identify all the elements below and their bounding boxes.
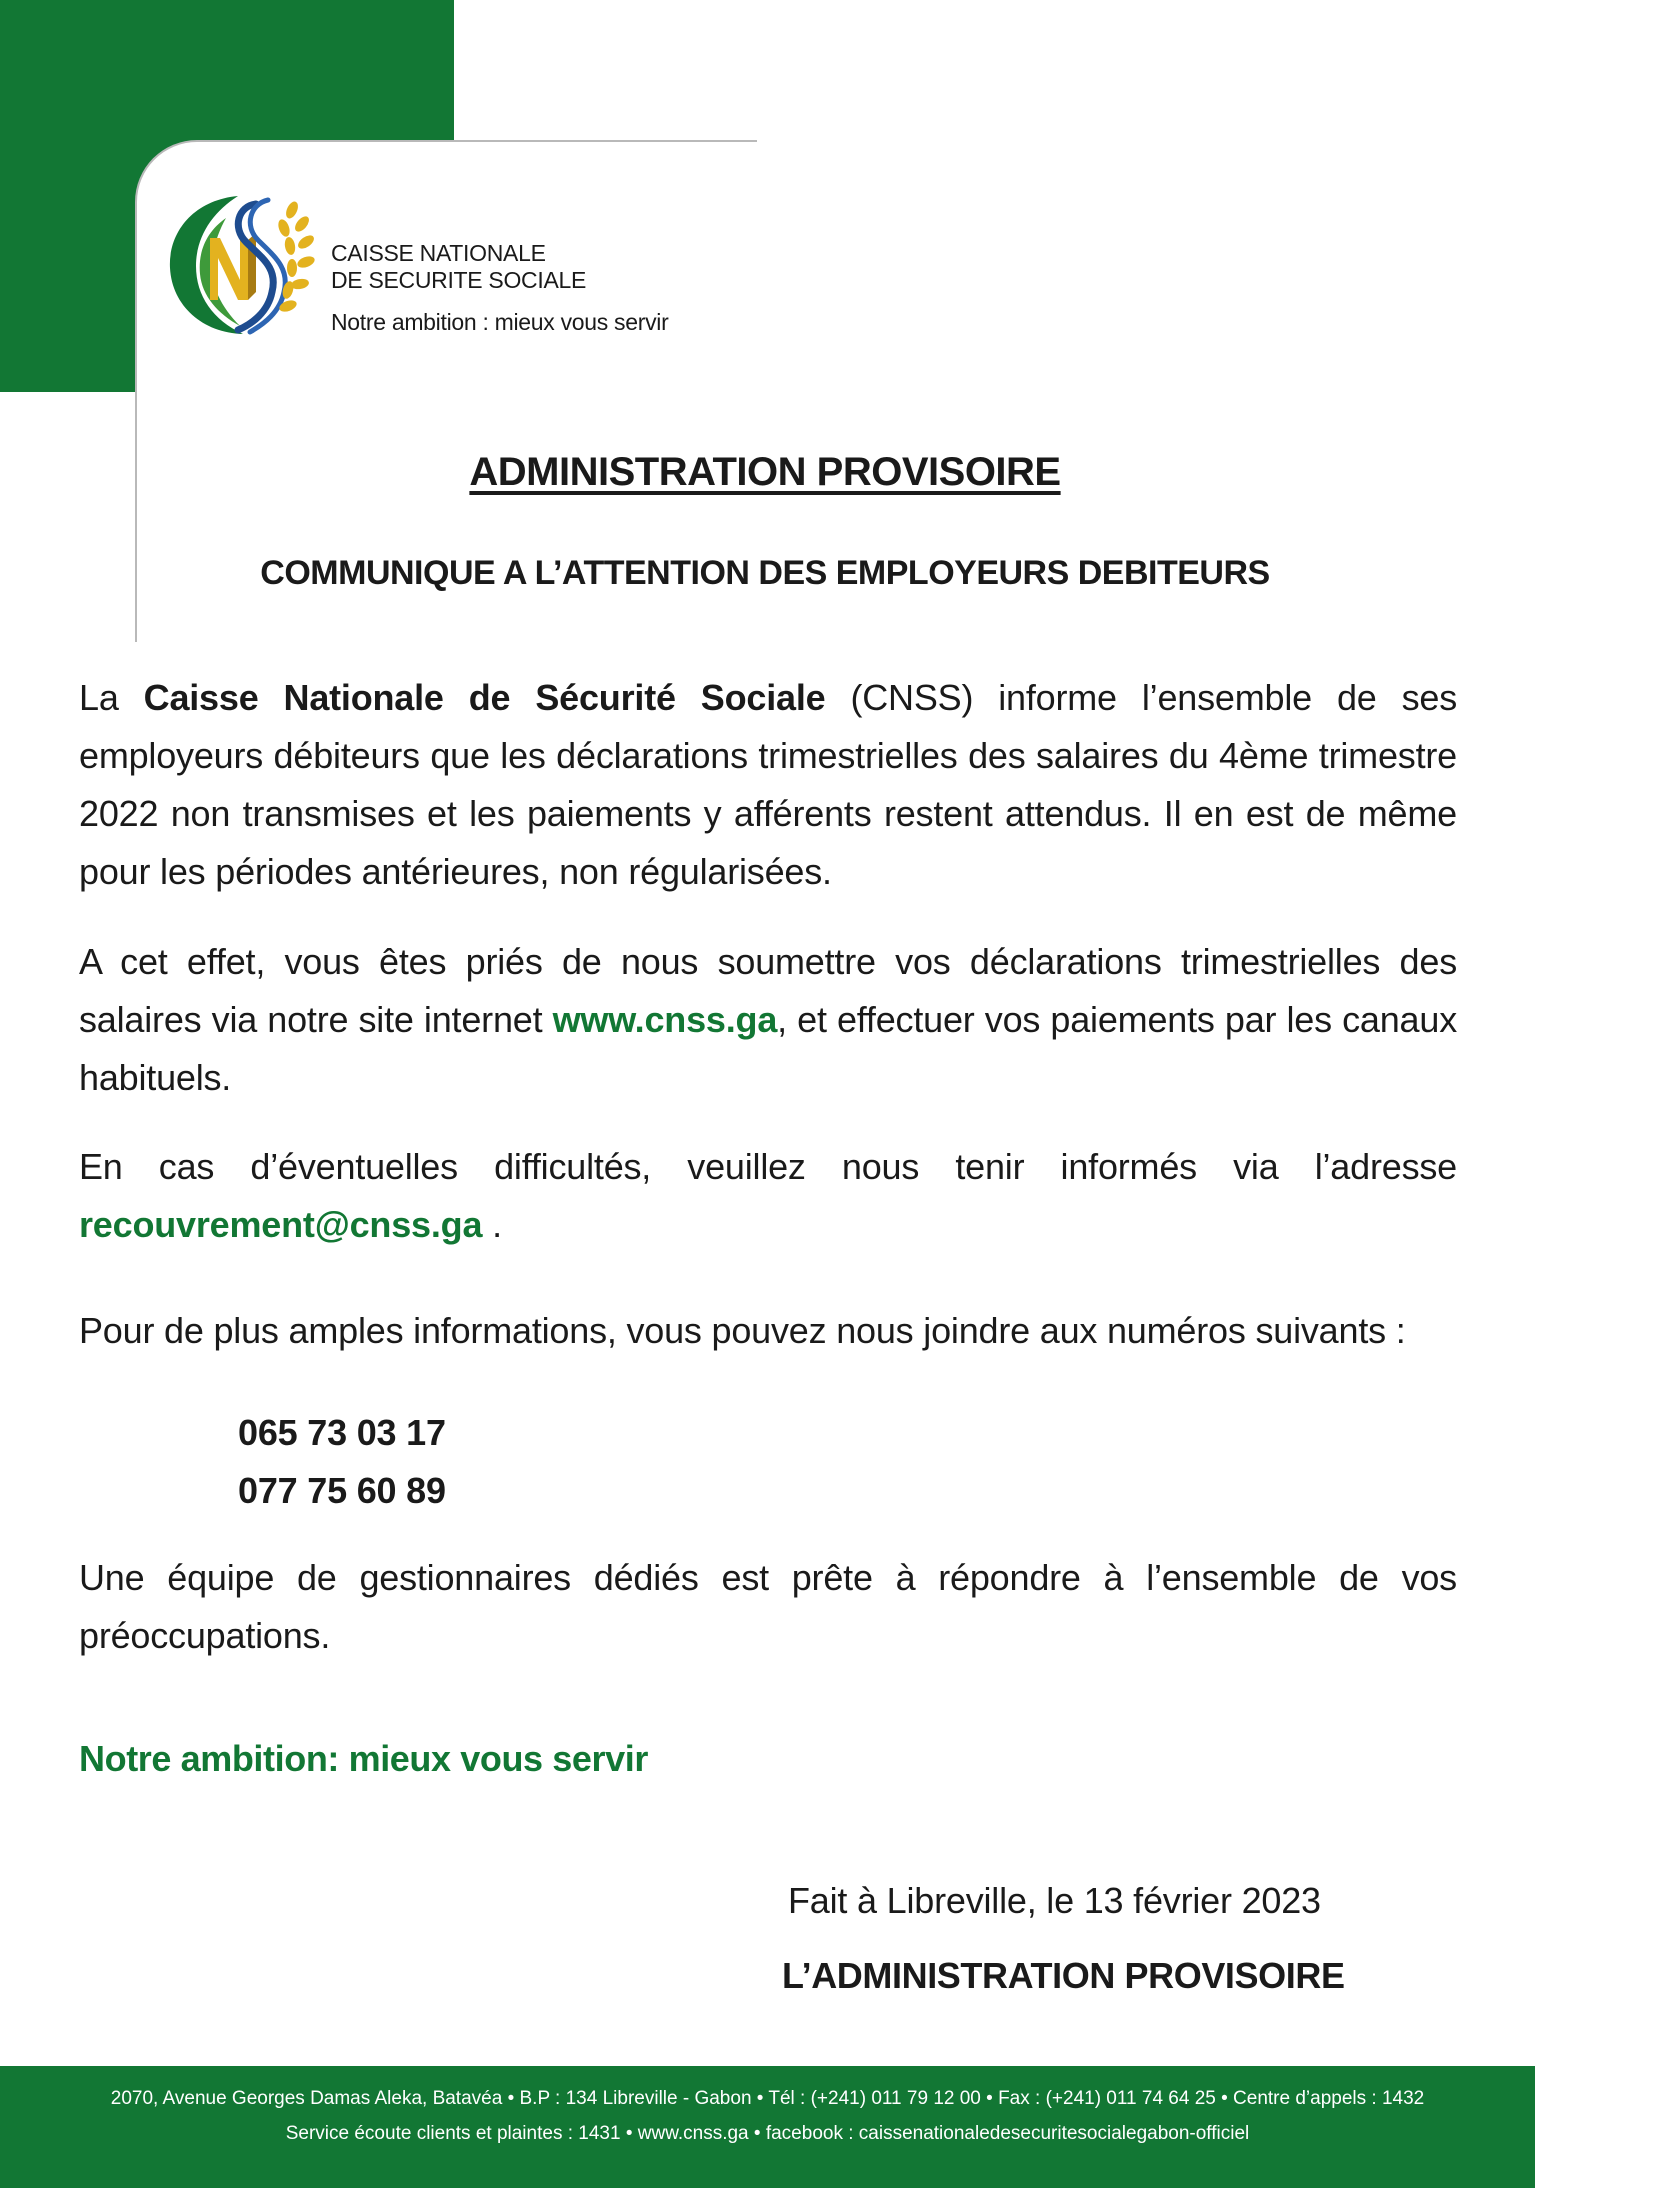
closing-slogan: Notre ambition: mieux vous servir	[79, 1738, 648, 1779]
header-tagline: Notre ambition : mieux vous servir	[331, 309, 669, 335]
paragraph-intro	[79, 669, 1457, 901]
paragraph-difficulties	[79, 1138, 1457, 1254]
document-title: ADMINISTRATION PROVISOIRE	[469, 450, 1061, 494]
cnss-logo-icon	[168, 188, 316, 338]
paragraph-contact: Pour de plus amples informations, vous pouvez nous joindre aux numéros suivants :	[79, 1310, 1406, 1351]
footer-contact-line: Service écoute clients et plaintes : 1431 • www.cnss.ga • facebook : caissenationaledesecuritesocialegabon-officiel	[285, 2123, 1250, 2144]
organization-name-line2: DE SECURITE SOCIALE	[331, 267, 587, 293]
organization-name	[331, 240, 586, 294]
website-link[interactable]: www.cnss.ga	[552, 999, 778, 1040]
paragraph-submission-before: A cet effet, vous êtes priés de nous soumettre vos déclarations trimestrielles des salaires via notre site internet	[79, 941, 1457, 1040]
phone-number-1: 065 73 03 17	[238, 1412, 446, 1453]
signature: L’ADMINISTRATION PROVISOIRE	[782, 1955, 1345, 1996]
recovery-email-link[interactable]: recouvrement@cnss.ga	[79, 1204, 483, 1245]
organization-name-line1: CAISSE NATIONALE	[331, 240, 546, 266]
paragraph-submission-after: , et effectuer vos paiements par les canaux habituels.	[79, 999, 1457, 1098]
paragraph-intro-before: La	[79, 677, 144, 718]
cnss-full-name: Caisse Nationale de Sécurité Sociale	[143, 677, 826, 718]
paragraph-intro-after: (CNSS) informe l’ensemble de ses employeurs débiteurs que les déclarations trimestrielles des salaires du 4ème trimestre 2022 non transmises et les paiements y afférents restent attendus. Il en est de même pour les périodes antérieures, non régularisées.	[79, 677, 1457, 892]
footer-bar	[0, 2066, 1535, 2188]
phone-number-2: 077 75 60 89	[238, 1470, 446, 1511]
paragraph-difficulties-before: En cas d’éventuelles difficultés, veuillez nous tenir informés via l’adresse	[79, 1146, 1457, 1187]
footer-address-line: 2070, Avenue Georges Damas Aleka, Batavéa • B.P : 134 Libreville - Gabon • Tél : (+241) 011 79 12 00 • Fax : (+241) 011 74 64 25 • Centre d’appels : 1432	[110, 2088, 1425, 2109]
paragraph-difficulties-after: .	[482, 1204, 502, 1245]
paragraph-submission	[79, 933, 1457, 1107]
document-subtitle: COMMUNIQUE A L’ATTENTION DES EMPLOYEURS DEBITEURS	[260, 554, 1270, 592]
paragraph-team: Une équipe de gestionnaires dédiés est prête à répondre à l’ensemble de vos préoccupations.	[79, 1557, 1457, 1656]
place-and-date: Fait à Libreville, le 13 février 2023	[788, 1880, 1321, 1921]
